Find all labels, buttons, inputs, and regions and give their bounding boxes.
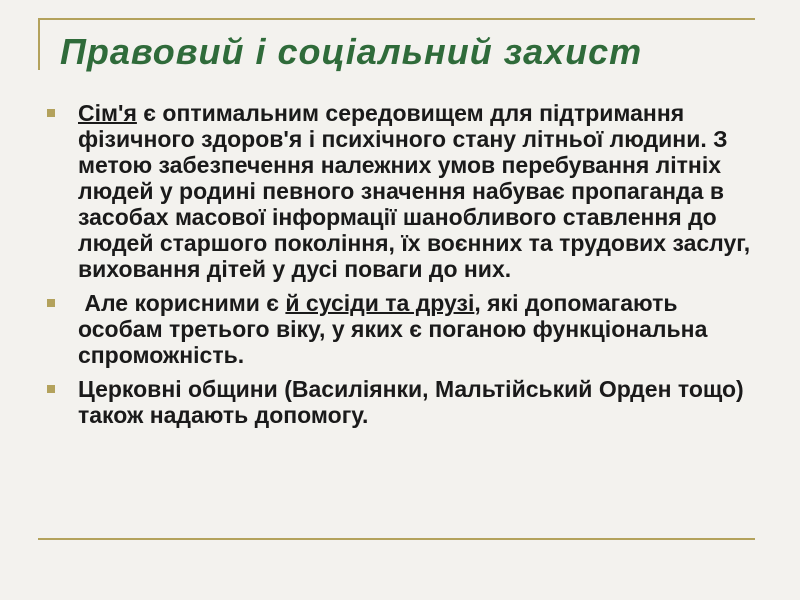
church-text: Церковні общини (Василіянки, Мальтійський Орден тощо) також надають допомогу. — [78, 376, 744, 428]
bullet-item-church — [44, 376, 756, 428]
neighbors-prefix: Але корисними є — [78, 290, 286, 316]
bullet-list — [44, 100, 756, 436]
bullet-item-neighbors — [44, 290, 756, 368]
top-divider — [38, 18, 755, 20]
family-text: є оптимальним середовищем для підтримання фізичного здоров'я і психічного стану літньої людини. З метою забезпечення належних умов перебування літніх людей у родині певного значення набуває пропаганда в засобах масової інформації шанобливого ставлення до людей старшого покоління, їх воєнних та трудових заслуг, виховання дітей у дусі поваги до них. — [78, 100, 751, 282]
square-bullet-icon — [47, 299, 55, 307]
square-bullet-icon — [47, 385, 55, 393]
left-divider — [38, 18, 40, 70]
slide-title: Правовий і соціальний захист — [60, 31, 643, 72]
family-underlined-word: Сім'я — [78, 100, 137, 126]
bullet-item-family — [44, 100, 756, 282]
neighbors-suffix: , які допомагають особам третього віку, у яких є поганою функціональна спроможність. — [78, 290, 708, 368]
neighbors-underlined-phrase: й сусіди та друзі — [285, 290, 475, 316]
bottom-divider — [38, 538, 755, 540]
square-bullet-icon — [47, 109, 55, 117]
